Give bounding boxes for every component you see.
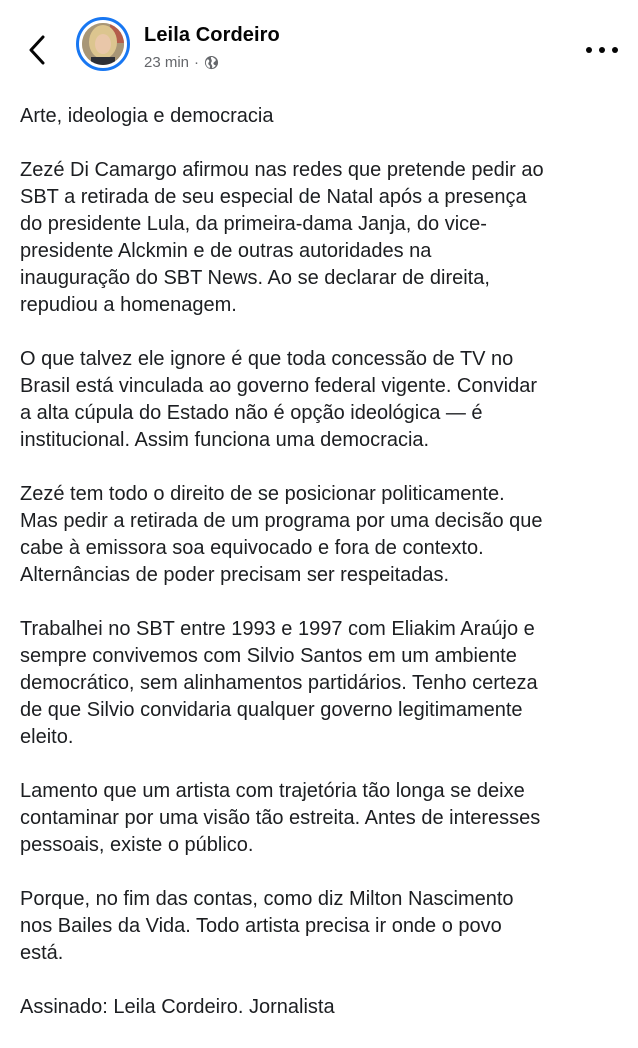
more-options-button[interactable] xyxy=(586,42,618,58)
timestamp[interactable]: 23 min xyxy=(144,54,190,71)
post-paragraph: Lamento que um artista com trajetória tão longa se deixe contaminar por uma visão tão estreita. Antes de interesses pessoais, existe o público. xyxy=(20,780,541,856)
post-title: Arte, ideologia e democracia xyxy=(20,105,274,127)
more-horizontal-icon xyxy=(612,47,618,53)
globe-icon[interactable] xyxy=(204,55,219,70)
post-paragraph: Trabalhei no SBT entre 1993 e 1997 com Eliakim Araújo e sempre convivemos com Silvio Santos em um ambiente democrático, sem alinhamentos partidários. Tenho certeza de que Silvio convidaria qualquer governo legitimamente eleito. xyxy=(20,618,538,748)
meta-separator: · xyxy=(194,54,200,71)
post-meta xyxy=(144,54,219,71)
story-ring[interactable] xyxy=(76,17,130,71)
chevron-left-icon xyxy=(28,35,46,65)
profile-photo-icon xyxy=(82,23,124,65)
post-paragraph: Porque, no fim das contas, como diz Milton Nascimento nos Bailes da Vida. Todo artista precisa ir onde o povo está. xyxy=(20,888,514,964)
back-button[interactable] xyxy=(20,30,54,70)
post-signature: Assinado: Leila Cordeiro. Jornalista xyxy=(20,996,335,1018)
more-horizontal-icon xyxy=(599,47,605,53)
post-paragraph: Zezé Di Camargo afirmou nas redes que pretende pedir ao SBT a retirada de seu especial de Natal após a presença do presidente Lula, da primeira-dama Janja, do vice- presidente Alckmin e de outras autoridades na inauguração do SBT News. Ao se declarar de direita, repudiou a homenagem. xyxy=(20,159,544,316)
post-header xyxy=(0,0,638,100)
post-body xyxy=(20,103,624,1048)
avatar[interactable] xyxy=(82,23,124,65)
post-paragraph: Zezé tem todo o direito de se posicionar politicamente. Mas pedir a retirada de um programa por uma decisão que cabe à emissora soa equivocado e fora de contexto. Alternâncias de poder precisam ser respeitadas. xyxy=(20,483,543,586)
post-paragraph: O que talvez ele ignore é que toda concessão de TV no Brasil está vinculada ao governo federal vigente. Convidar a alta cúpula do Estado não é opção ideológica — é institucional. Assim funciona uma democracia. xyxy=(20,348,537,451)
more-horizontal-icon xyxy=(586,47,592,53)
author-name[interactable]: Leila Cordeiro xyxy=(144,24,280,46)
